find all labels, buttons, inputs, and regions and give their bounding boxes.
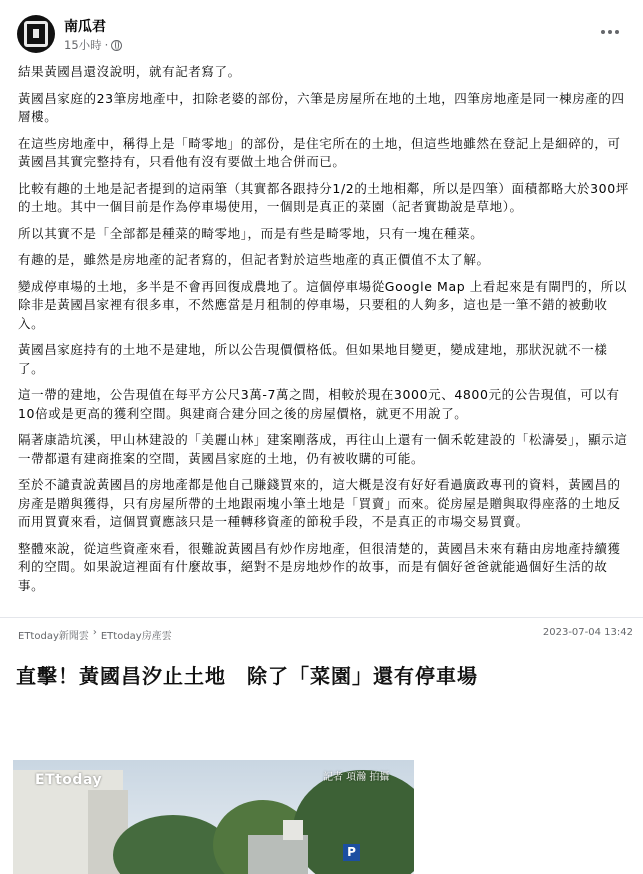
post-text [18,63,630,603]
breadcrumb [18,627,172,642]
chevron-right-icon: › [92,627,97,638]
article-title[interactable]: 直擊！黃國昌汐止土地 除了「菜園」還有停車場 [16,664,478,688]
post-paragraph: 整體來說，從這些資產來看，很難說黃國昌有炒作房地產，但很清楚的，黃國昌未來有藉由房地產持續獲利的空間。如果說這裡面有什麼故事，絕對不是房地炒作的故事，而是有個好爸爸就能過個好生活的故事。 [18,540,621,593]
post-timestamp[interactable]: 15小時 [64,38,102,52]
parking-sign-icon: P [343,844,360,861]
photo-credit: 記者 項瀚 拍攝 [323,772,390,783]
article-photo[interactable] [13,760,414,874]
post-paragraph: 黃國昌家庭持有的土地不是建地，所以公告現價價格低。但如果地目變更，變成建地，那狀況就不一樣了。 [18,342,608,376]
post-paragraph: 比較有趣的土地是記者提到的這兩筆（其實都各跟持分1/2的土地相鄰，所以是四筆）面積都略大於300坪的土地。其中一個目前是作為停車場使用，一個則是真正的菜園（記者實勘說是草地）。 [18,180,629,214]
post-header [0,0,643,62]
post-meta [64,37,122,53]
post-paragraph: 至於不譴責說黃國昌的房地產都是他自己賺錢買來的，這大概是沒有好好看過廣政專刊的資料，黃國昌的房產是贈與獲得，只有房屋所帶的土地跟兩塊小筆土地是「買賣」而來。從房屋是贈與取得座落的土地反而用買賣來看，這個買賣應該只是一種轉移資產的節稅手段，不是真正的市場交易買賣。 [18,477,621,529]
article-date: 2023-07-04 13:42 [542,627,633,638]
globe-icon [111,40,122,51]
post-paragraph: 變成停車場的土地，多半是不會再回復成農地了。這個停車場從Google Map 上看起來是有閘門的，所以除非是黃國昌家裡有很多車，不然應當是月租制的停車場，只要租的人夠多，這也是一筆不錯的被動收入。 [18,278,628,331]
post-paragraph: 在這些房地產中，稱得上是「畸零地」的部份，是住宅所在的土地，但這些地雖然在登記上是細碎的，可黃國昌其實完整持有，只看他有沒有要做土地合併而已。 [18,135,621,169]
breadcrumb-section[interactable]: ETtoday房產雲 [100,631,172,642]
post-paragraph: 有趣的是，雖然是房地產的記者寫的，但記者對於這些地產的真正價值不太了解。 [18,252,490,267]
photo-watermark-logo: ETtoday [35,772,103,788]
breadcrumb-source[interactable]: ETtoday新聞雲 [18,631,89,642]
more-options-button[interactable] [597,22,623,42]
avatar[interactable] [17,15,55,53]
post-paragraph: 黃國昌家庭的23筆房地產中，扣除老婆的部份，六筆是房屋所在地的土地，四筆房地產是同一棟房產的四層樓。 [18,90,625,124]
post-paragraph: 隔著康誥坑溪，甲山林建設的「美麗山林」建案剛落成，再往山上還有一個禾乾建設的「松濤晏」，顯示這一帶都還有建商推案的空間，黃國昌家庭的土地，仍有被收購的可能。 [18,432,628,466]
author-name[interactable]: 南瓜君 [64,19,106,35]
post-paragraph: 這一帶的建地，公告現值在每平方公尺3萬-7萬之間，相較於現在3000元、4800元的公告現值，可以有10倍或是更高的獲利空間。與建商合建分回之後的房屋價格，就更不用說了。 [18,387,620,421]
post-paragraph: 所以其實不是「全部都是種菜的畸零地」，而是有些是畸零地，只有一塊在種菜。 [18,225,484,241]
meta-separator: · [104,38,109,52]
post-paragraph: 結果黃國昌還沒說明，就有記者寫了。 [18,64,241,79]
